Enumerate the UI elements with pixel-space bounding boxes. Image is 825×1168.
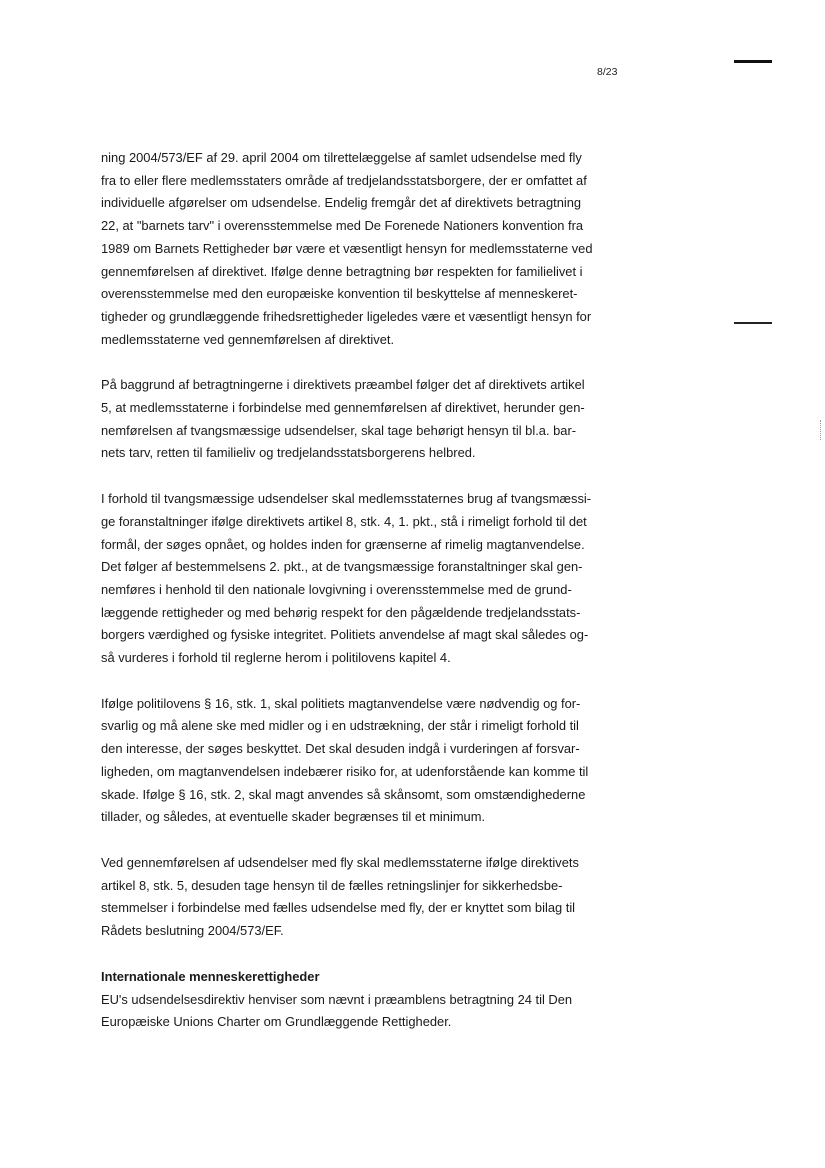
text-line: Rådets beslutning 2004/573/EF. bbox=[101, 923, 284, 939]
document-body bbox=[101, 147, 616, 1057]
text-line: formål, der søges opnået, og holdes inden for grænserne af rimelig magtanvendelse. bbox=[101, 536, 585, 552]
text-line: fra to eller flere medlemsstaters område af tredjelandsstatsborgere, der er omfattet af bbox=[101, 172, 587, 188]
text-line: 1989 om Barnets Rettigheder bør være et væsentligt hensyn for medlemsstaterne ved bbox=[101, 240, 593, 256]
text-line: På baggrund af betragtningerne i direktivets præambel følger det af direktivets artikel bbox=[101, 377, 585, 393]
text-line: Ifølge politilovens § 16, stk. 1, skal politiets magtanvendelse være nødvendig og for- bbox=[101, 695, 581, 711]
paragraph-3 bbox=[101, 488, 616, 670]
page-number: 8/23 bbox=[597, 66, 618, 78]
text-line: svarlig og må alene ske med midler og i en udstrækning, der står i rimeligt forhold til bbox=[101, 718, 579, 734]
text-line: 22, at "barnets tarv" i overensstemmelse med De Forenede Nationers konvention fra bbox=[101, 218, 584, 234]
text-line: den interesse, der søges beskyttet. Det skal desuden indgå i vurderingen af forsvar- bbox=[101, 741, 580, 757]
text-line: så vurderes i forhold til reglerne herom i politilovens kapitel 4. bbox=[101, 650, 451, 666]
text-line: læggende rettigheder og med behørig respekt for den pågældende tredjelandsstats- bbox=[101, 604, 581, 620]
text-line: Det følger af bestemmelsens 2. pkt., at de tvangsmæssige foranstaltninger skal gen- bbox=[101, 559, 583, 575]
margin-mark-side bbox=[734, 322, 772, 324]
paragraph-2 bbox=[101, 374, 616, 465]
text-line: stemmelser i forbindelse med fælles udsendelse med fly, der er knyttet som bilag til bbox=[101, 900, 576, 916]
text-line: 5, at medlemsstaterne i forbindelse med gennemførelsen af direktivet, herunder gen- bbox=[101, 400, 585, 416]
text-line: nemførelsen af tvangsmæssige udsendelser, skal tage behørigt hensyn til bl.a. bar- bbox=[101, 422, 577, 438]
margin-mark-top bbox=[734, 60, 772, 63]
text-line: overensstemmelse med den europæiske konvention til beskyttelse af menneskeret- bbox=[101, 286, 578, 302]
text-line: Ved gennemførelsen af udsendelser med fly skal medlemsstaterne ifølge direktivets bbox=[101, 854, 579, 870]
text-line: EU's udsendelsesdirektiv henviser som nævnt i præamblens betragtning 24 til Den bbox=[101, 991, 573, 1007]
scan-artifact bbox=[820, 420, 823, 440]
text-line: nemføres i henhold til den nationale lovgivning i overensstemmelse med de grund- bbox=[101, 581, 572, 597]
section-international-human-rights bbox=[101, 966, 616, 1034]
text-line: borgers værdighed og fysiske integritet. Politiets anvendelse af magt skal således og- bbox=[101, 627, 589, 643]
text-line: I forhold til tvangsmæssige udsendelser skal medlemsstaternes brug af tvangsmæssi- bbox=[101, 491, 592, 507]
paragraph-1 bbox=[101, 147, 616, 351]
text-line: medlemsstaterne ved gennemførelsen af direktivet. bbox=[101, 331, 395, 347]
text-line: tillader, og således, at eventuelle skader begrænses til et minimum. bbox=[101, 809, 486, 825]
text-line: nets tarv, retten til familieliv og tredjelandsstatsborgerens helbred. bbox=[101, 445, 476, 461]
text-line: ge foranstaltninger ifølge direktivets artikel 8, stk. 4, 1. pkt., stå i rimeligt forhold til det bbox=[101, 513, 587, 529]
text-line: artikel 8, stk. 5, desuden tage hensyn til de fælles retningslinjer for sikkerhedsbe- bbox=[101, 877, 563, 893]
text-line: tigheder og grundlæggende frihedsrettigheder ligeledes være et væsentligt hensyn for bbox=[101, 308, 592, 324]
text-line: gennemførelsen af direktivet. Ifølge denne betragtning bør respekten for familielivet i bbox=[101, 263, 583, 279]
text-line: ligheden, om magtanvendelsen indebærer risiko for, at udenforstående kan komme til bbox=[101, 763, 589, 779]
section-heading: Internationale menneskerettigheder bbox=[101, 968, 320, 984]
paragraph-4 bbox=[101, 693, 616, 829]
text-line: ning 2004/573/EF af 29. april 2004 om tilrettelæggelse af samlet udsendelse med fly bbox=[101, 150, 582, 165]
text-line: skade. Ifølge § 16, stk. 2, skal magt anvendes så skånsomt, som omstændighederne bbox=[101, 786, 586, 802]
text-line: Europæiske Unions Charter om Grundlæggende Rettigheder. bbox=[101, 1014, 452, 1030]
paragraph-5 bbox=[101, 852, 616, 943]
text-line: individuelle afgørelser om udsendelse. Endelig fremgår det af direktivets betragtning bbox=[101, 195, 582, 211]
